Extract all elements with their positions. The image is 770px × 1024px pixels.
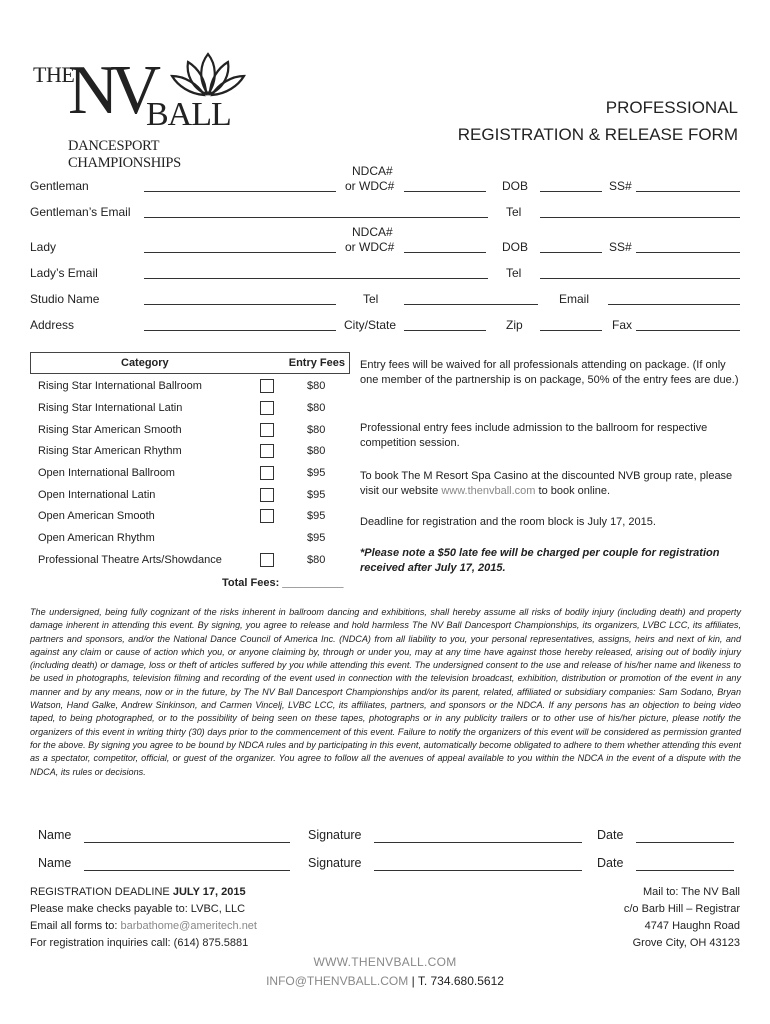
fee-row-price: $80 [307,554,326,566]
fee-row-category: Open International Ballroom [38,467,175,479]
registration-info [30,884,257,952]
fee-row-category: Rising Star American Smooth [38,424,182,436]
gentleman-ndca-field[interactable] [404,191,486,192]
ndca-label-lady: NDCA# [352,225,393,239]
release-legal-text: The undersigned, being fully cognizant of the risks inherent in ballroom dancing and exhibitions, shall hereby assume all risks of bodily injury (including death) and property damage inherent in attending this event. By signing, you agree to release and hold harmless The NV Ball Dancesport Championships, its organizers, LVBC LCC, its affiliates, partners and sponsors, and/or the National Dance Council of America Inc. (NDCA) from all liability to you, your personal representatives, assigns, heirs and next of kin, and against any claim or cause of action which you, or anyone claiming by, through or under you, may at any time have against those hereby released, arising out of bodily injury (including death) or damage, loss or theft of articles suffered by you while attending this event. The undersigned consent to the use and release of his/her name and likeness to be used in photographs, television filming and recording of the event used in connection with the television broadcast, exhibition, distribution or promotion of the event in any manner and by any means, now or in the future, by The NV Ball Dancesport Championships and/or its parent, related, affiliated or subsidiary companies: Sam Sodano, Bryan Watson, Hand Galke, Andrew Sinkinson, and Carmen Vincelj, LVBC LCC, its affiliates, partners, and sponsors or the NDCA. If any persons has an objection to being video taped, to being photographed, or to the possibility of being seen on these tapes, photographs or in any publicity trailers or to other use of his/her picture, please notify the organizers of this event in writing thirty (30) days prior to the commencement of this event. Failure to notify the organizers of this event will be considered as permission granted for the above. By signing you agree to be bound by NDCA rules and by participating in this event, automatically become obligated to adhere to them whether attending this event as a spectator, competitor, official, or guest of the organizer. You agree to follow all the avenues of appeal available to you within the NDCA in the event of a dispute with the NDCA, its rules or decisions. [30,607,741,777]
wdc-label: or WDC# [345,179,395,193]
fee-row-price: $95 [307,467,326,479]
contact-email[interactable]: INFO@THENVBALL.COM [266,974,409,988]
gentleman-name-field[interactable] [144,191,336,192]
dob-label: DOB [502,179,529,193]
studio-label: Studio Name [30,292,100,306]
lady-name-field[interactable] [144,252,336,253]
mail-line-1: Mail to: The NV Ball [642,886,740,898]
waiver-note: Entry fees will be waived for all professionals attending on package. (If only one member of the partnership is on package, 50% of the entry fees are due.) [360,359,739,386]
gentleman-email-label: Gentleman’s Email [30,205,131,219]
date-label-1: Date [597,828,624,842]
city-state-label: City/State [344,318,397,332]
deadline-line [30,884,257,901]
wdc-label-lady: or WDC# [345,240,395,254]
date-field-2[interactable] [636,870,734,871]
lady-dob-field[interactable] [540,252,602,253]
gentleman-ss-field[interactable] [636,191,740,192]
logo-dancesport: DANCESPORT CHAMPIONSHIPS [68,138,181,171]
email-line [30,918,257,935]
entry-fee-table [30,352,350,580]
fee-row-price: $95 [307,510,326,522]
fee-row [30,376,350,397]
inquiries-line: For registration inquiries call: (614) 875.5881 [30,937,249,949]
studio-name-field[interactable] [144,304,336,305]
website-url[interactable]: WWW.THENVBALL.COM [313,955,457,969]
fee-row-price: $80 [307,445,326,457]
fee-row [30,506,350,527]
total-fees-label: Total Fees: __________ [222,577,344,589]
contact-phone: T. 734.680.5612 [417,974,504,988]
dob-label-lady: DOB [502,240,529,254]
fee-row-category: Rising Star International Latin [38,402,183,414]
name-field-2[interactable] [84,870,290,871]
category-checkbox[interactable] [260,509,274,523]
lady-tel-field[interactable] [540,278,740,279]
name-label-2: Name [38,856,72,870]
deadline-date: JULY 17, 2015 [172,886,246,898]
booking-note [360,469,745,499]
registrar-email-link[interactable]: barbathome@ameritech.net [120,920,257,932]
category-checkbox[interactable] [260,466,274,480]
category-checkbox[interactable] [260,553,274,567]
fee-row [30,485,350,506]
mail-line-2: c/o Barb Hill – Registrar [623,903,740,915]
website-link[interactable]: www.thenvball.com [441,485,536,497]
logo-nv: NV [68,52,154,129]
city-state-field[interactable] [404,330,486,331]
contact-line [0,974,770,988]
category-checkbox[interactable] [260,379,274,393]
fee-row-price: $80 [307,424,326,436]
entry-fees-header: Entry Fees [288,357,345,369]
deadline-label: REGISTRATION DEADLINE [30,886,173,898]
nv-ball-logo [28,44,258,171]
mail-line-3: 4747 Haughn Road [644,920,740,932]
fee-row-category: Open American Smooth [38,510,155,522]
name-label-1: Name [38,828,72,842]
signature-label-1: Signature [308,828,362,842]
fee-row [30,463,350,484]
lady-email-label: Lady’s Email [30,266,98,280]
studio-email-label: Email [559,292,590,306]
category-header: Category [121,357,169,369]
fee-row-category: Open American Rhythm [38,532,155,544]
fee-row-category: Open International Latin [38,489,156,501]
studio-tel-field[interactable] [404,304,538,305]
lady-label: Lady [30,240,57,254]
gentleman-email-field[interactable] [144,217,488,218]
fee-row [30,441,350,462]
category-checkbox[interactable] [260,444,274,458]
fee-row [30,550,350,571]
studio-email-field[interactable] [608,304,740,305]
form-title-line2: REGISTRATION & RELEASE FORM [457,125,738,144]
contact-separator: | [408,974,418,988]
fee-row-category: Professional Theatre Arts/Showdance [38,554,222,566]
lotus-icon [168,50,248,100]
fee-row-price: $95 [307,532,326,544]
lady-email-field[interactable] [144,278,488,279]
fee-row [30,528,350,549]
deadline-note: Deadline for registration and the room block is July 17, 2015. [360,516,656,528]
fax-field[interactable] [636,330,740,331]
signature-label-2: Signature [308,856,362,870]
date-label-2: Date [597,856,624,870]
signature-field-1[interactable] [374,842,582,843]
tel-label: Tel [506,205,522,219]
logo-the: THE [33,62,75,87]
gentleman-dob-field[interactable] [540,191,602,192]
category-checkbox[interactable] [260,401,274,415]
address-field[interactable] [144,330,336,331]
zip-label: Zip [506,318,523,332]
fax-label: Fax [612,318,633,332]
date-field-1[interactable] [636,842,734,843]
mail-line-4: Grove City, OH 43123 [632,937,740,949]
signature-field-2[interactable] [374,870,582,871]
fee-row-category: Rising Star American Rhythm [38,445,182,457]
checks-line: Please make checks payable to: LVBC, LLC [30,903,246,915]
studio-tel-label: Tel [363,292,379,306]
ss-label: SS# [609,179,632,193]
lady-ss-field[interactable] [636,252,740,253]
mailing-address [624,884,740,952]
category-checkbox[interactable] [260,423,274,437]
form-title-line1: PROFESSIONAL [605,98,738,117]
gentleman-tel-field[interactable] [540,217,740,218]
gentleman-label: Gentleman [30,179,89,193]
zip-field[interactable] [540,330,602,331]
ndca-label: NDCA# [352,164,393,178]
booking-note-end: to book online. [535,485,611,497]
fee-row-price: $95 [307,489,326,501]
tel-label-lady: Tel [506,266,522,280]
email-label: Email all forms to: [30,920,121,932]
logo-ball: BALL [146,96,231,133]
name-field-1[interactable] [84,842,290,843]
fee-row-price: $80 [307,402,326,414]
category-checkbox[interactable] [260,488,274,502]
fee-row [30,420,350,441]
admission-note: Professional entry fees include admission to the ballroom for respective competition session. [360,422,708,449]
lady-ndca-field[interactable] [404,252,486,253]
fee-table-header [30,352,350,374]
fee-row [30,398,350,419]
address-label: Address [30,318,75,332]
booking-note-text: To book The M Resort Spa Casino at the discounted NVB group rate, please visit our website [360,470,733,497]
ss-label-lady: SS# [609,240,632,254]
fee-row-category: Rising Star International Ballroom [38,380,202,392]
late-fee-note: *Please note a $50 late fee will be charged per couple for registration received after July 17, 2015. [360,547,720,574]
fee-row-price: $80 [307,380,326,392]
